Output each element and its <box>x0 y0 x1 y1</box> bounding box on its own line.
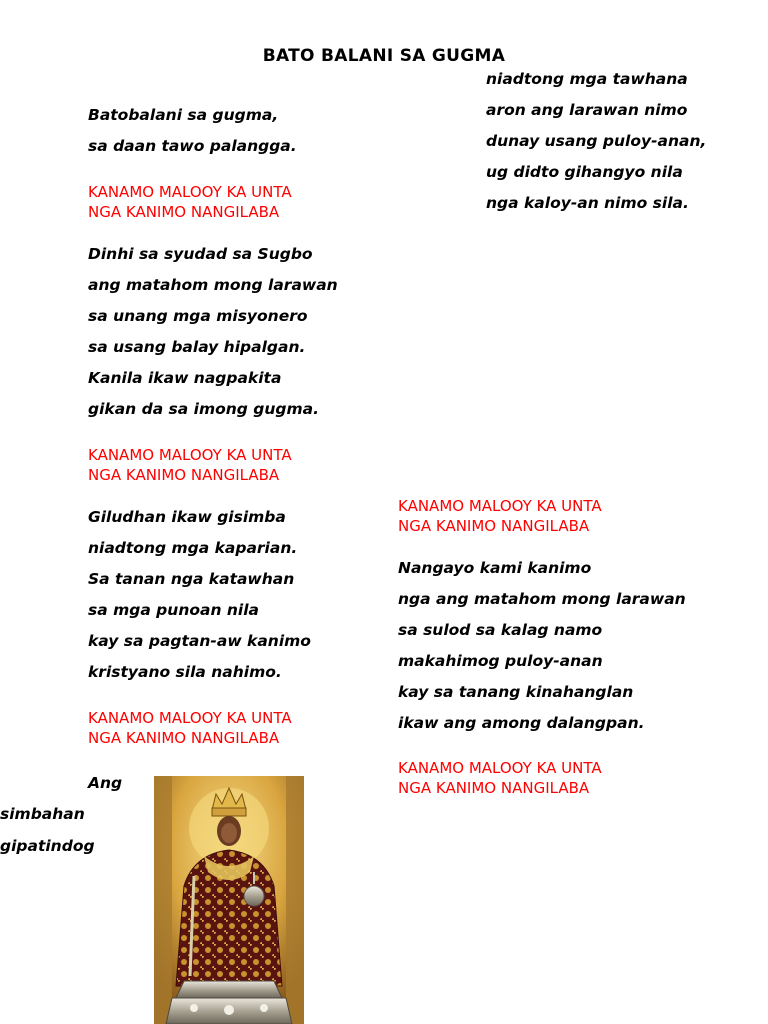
verse-line: kristyano sila nahimo. <box>88 663 282 681</box>
verse-line: Dinhi sa syudad sa Sugbo <box>88 245 313 263</box>
refrain-line-1: KANAMO MALOOY KA UNTA <box>88 183 292 201</box>
verse-line: ang matahom mong larawan <box>88 276 338 294</box>
verse-line: sa mga punoan nila <box>88 601 260 619</box>
verse-line: sa daan tawo palangga. <box>88 137 297 155</box>
refrain-line-1: KANAMO MALOOY KA UNTA <box>398 497 602 515</box>
verse-line: sa sulod sa kalag namo <box>398 621 603 639</box>
verse-line: gikan da sa imong gugma. <box>88 400 320 418</box>
verse-line: ikaw ang among dalangpan. <box>398 714 645 732</box>
verse-line: nga ang matahom mong larawan <box>398 590 686 608</box>
verse-line: makahimog puloy-anan <box>398 652 603 670</box>
stanza-3 <box>88 502 388 688</box>
verse-line: Batobalani sa gugma, <box>88 106 279 124</box>
verse-line: dunay usang puloy-anan, <box>486 132 707 150</box>
verse-line: ug didto gihangyo nila <box>486 163 683 181</box>
verse-line: aron ang larawan nimo <box>486 101 688 119</box>
verse-word-ang: Ang <box>88 774 123 792</box>
refrain-line-2: NGA KANIMO NANGILABA <box>88 466 280 484</box>
verse-line: niadtong mga tawhana <box>486 70 688 88</box>
verse-line: Giludhan ikaw gisimba <box>88 508 286 526</box>
left-column <box>88 100 388 765</box>
stanza-2 <box>88 239 388 425</box>
verse-word-gipatindog: gipatindog <box>0 837 95 855</box>
stanza-1 <box>88 100 388 162</box>
verse-line: sa usang balay hipalgan. <box>88 338 306 356</box>
stanza-4-continuation <box>486 64 756 219</box>
verse-line: sa unang mga misyonero <box>88 307 308 325</box>
refrain-line-2: NGA KANIMO NANGILABA <box>398 779 590 797</box>
refrain <box>88 708 388 748</box>
santo-nino-statue-photo <box>154 776 304 1024</box>
refrain <box>88 182 388 222</box>
refrain <box>88 445 388 485</box>
verse-line: nga kaloy-an nimo sila. <box>486 194 689 212</box>
right-column-bottom <box>398 496 728 815</box>
right-column-top <box>486 64 756 219</box>
refrain <box>398 496 728 536</box>
verse-line: kay sa tanang kinahanglan <box>398 683 634 701</box>
verse-line: kay sa pagtan-aw kanimo <box>88 632 311 650</box>
refrain-line-1: KANAMO MALOOY KA UNTA <box>88 709 292 727</box>
verse-line: Nangayo kami kanimo <box>398 559 592 577</box>
verse-line: Kanila ikaw nagpakita <box>88 369 282 387</box>
verse-line: niadtong mga kaparian. <box>88 539 298 557</box>
statue-photo-drawing <box>154 776 304 1024</box>
page-title: BATO BALANI SA GUGMA <box>262 46 506 66</box>
refrain-line-1: KANAMO MALOOY KA UNTA <box>88 446 292 464</box>
stanza-5 <box>398 553 728 739</box>
refrain-line-2: NGA KANIMO NANGILABA <box>88 203 280 221</box>
refrain <box>398 758 728 798</box>
verse-line: Sa tanan nga katawhan <box>88 570 295 588</box>
refrain-line-2: NGA KANIMO NANGILABA <box>398 517 590 535</box>
refrain-line-1: KANAMO MALOOY KA UNTA <box>398 759 602 777</box>
verse-word-simbahan: simbahan <box>0 805 85 823</box>
refrain-line-2: NGA KANIMO NANGILABA <box>88 729 280 747</box>
